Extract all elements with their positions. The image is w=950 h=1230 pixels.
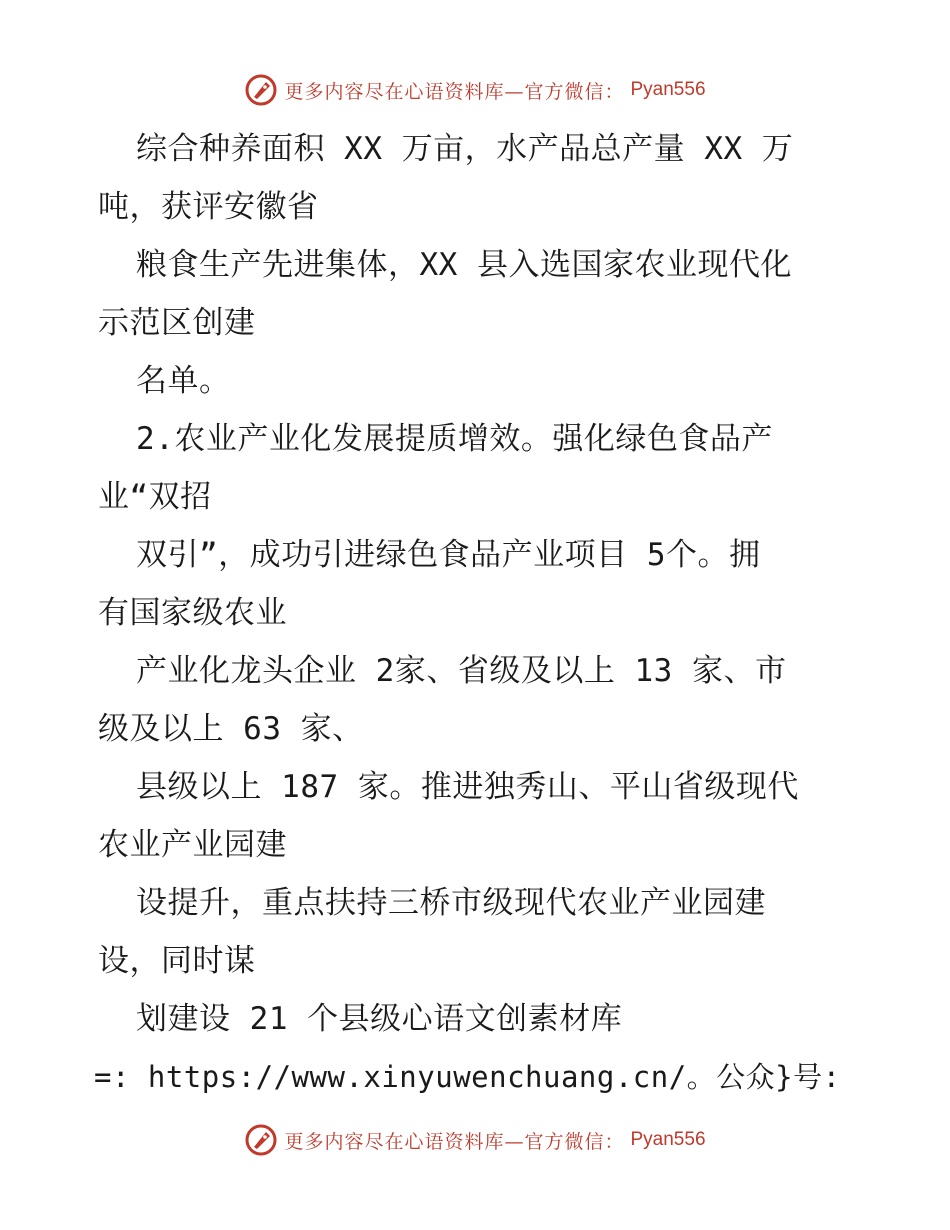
pen-nib-circle-icon	[244, 73, 278, 107]
text-line: 农业产业园建	[98, 827, 287, 863]
text-line: 县级以上 187 家。推进独秀山、平山省级现代	[136, 769, 799, 805]
pen-nib-circle-icon	[244, 1123, 278, 1157]
text-line: 名单。	[136, 363, 231, 399]
text-line: 级及以上 63 家、	[98, 711, 364, 747]
text-line: 产业化龙头企业 2家、省级及以上 13 家、市	[136, 653, 787, 689]
text-line: 吨，获评安徽省	[98, 189, 319, 225]
watermark-wechat-id: Pyan556	[630, 79, 706, 100]
url-line: =: https://www.xinyuwenchuang.cn/。公众}号:	[94, 1060, 841, 1094]
text-line: 粮食生产先进集体，XX 县入选国家农业现代化	[136, 247, 792, 283]
text-line: 示范区创建	[98, 305, 256, 341]
text-line: 设，同时谋	[98, 943, 256, 979]
text-line: 综合种养面积 XX 万亩，水产品总产量 XX 万	[136, 131, 794, 167]
watermark-banner-bottom	[0, 1120, 950, 1160]
text-line: 双引”，成功引进绿色食品产业项目 5个。拥	[136, 537, 761, 573]
watermark-text: 更多内容尽在心语资料库—官方微信：	[284, 1130, 625, 1153]
text-line: 划建设 21 个县级心语文创素材库	[136, 1001, 623, 1037]
text-line: 2.农业产业化发展提质增效。强化绿色食品产	[136, 421, 773, 457]
text-line: 有国家级农业	[98, 595, 287, 631]
text-line: 设提升，重点扶持三桥市级现代农业产业园建	[136, 885, 766, 921]
watermark-wechat-id: Pyan556	[630, 1129, 706, 1150]
watermark-text: 更多内容尽在心语资料库—官方微信：	[284, 80, 625, 103]
watermark-banner-top	[0, 70, 950, 110]
document-body	[94, 120, 858, 1106]
text-line: 业“双招	[98, 479, 212, 515]
